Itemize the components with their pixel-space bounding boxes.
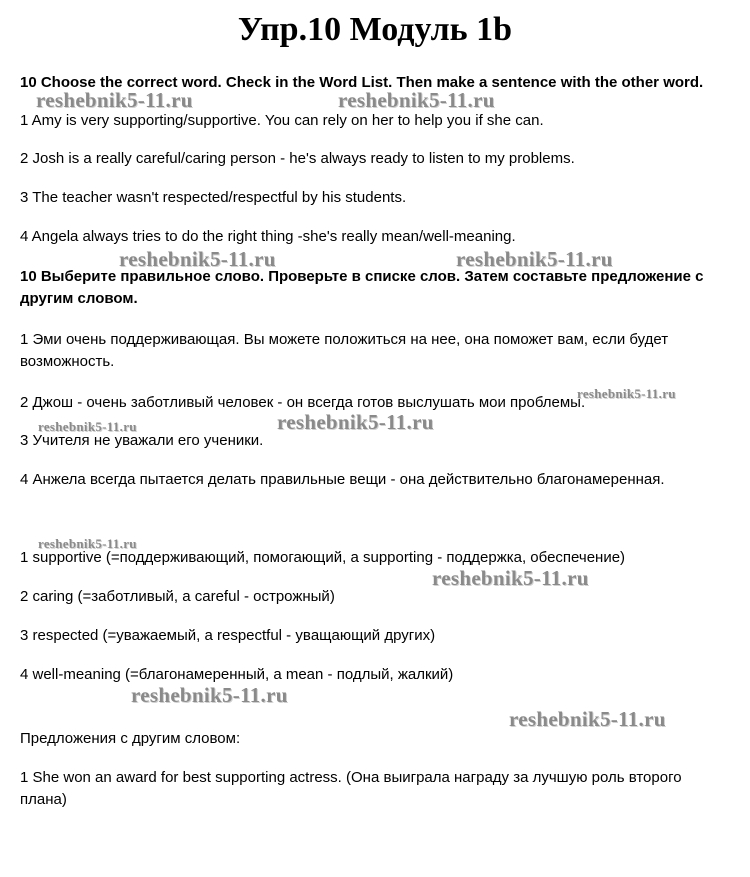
answer-1: 1 supportive (=поддерживающий, помогающий, a supporting - поддержка, обеспечение): [20, 549, 626, 566]
watermark: reshebnik5-11.ru: [456, 247, 613, 271]
watermark: reshebnik5-11.ru: [131, 683, 288, 707]
russian-item-3: 3 Учителя не уважали его ученики.: [20, 432, 264, 449]
english-task-heading: 10 Choose the correct word. Check in the Word List. Then make a sentence with the other word.: [20, 74, 704, 91]
russian-item-4: 4 Анжела всегда пытается делать правильные вещи - она действительно благонамеренная.: [20, 471, 665, 488]
watermark: reshebnik5-11.ru: [432, 566, 589, 590]
sentence-1: 1 She won an award for best supporting actress. (Она выиграла награду за лучшую роль второго плана): [20, 769, 682, 808]
english-item-2: 2 Josh is a really careful/caring person - he's always ready to listen to my problems.: [20, 150, 575, 167]
watermark: reshebnik5-11.ru: [509, 707, 666, 731]
english-item-3: 3 The teacher wasn't respected/respectful by his students.: [20, 189, 407, 206]
english-item-4: 4 Angela always tries to do the right thing -she's really mean/well-meaning.: [20, 228, 516, 245]
sentences-heading: Предложения с другим словом:: [20, 730, 241, 747]
answer-2: 2 caring (=заботливый, a careful - острожный): [20, 588, 335, 605]
russian-item-1: 1 Эми очень поддерживающая. Вы можете положиться на нее, она поможет вам, если будет возможность.: [20, 331, 669, 370]
watermark: reshebnik5-11.ru: [38, 419, 137, 434]
watermark: reshebnik5-11.ru: [36, 88, 193, 112]
watermark: reshebnik5-11.ru: [119, 247, 276, 271]
page-title: Упр.10 Модуль 1b: [237, 11, 513, 48]
watermark: reshebnik5-11.ru: [277, 410, 434, 434]
russian-item-2: 2 Джош - очень заботливый человек - он всегда готов выслушать мои проблемы.: [20, 394, 586, 411]
answer-3: 3 respected (=уважаемый, a respectful - увaщающий других): [20, 627, 436, 644]
russian-task-heading: 10 Выберите правильное слово. Проверьте в списке слов. Затем составьте предложение с другим словом.: [20, 268, 704, 307]
watermark: reshebnik5-11.ru: [338, 88, 495, 112]
answer-4: 4 well-meaning (=благонамеренный, a mean - подлый, жалкий): [20, 666, 454, 683]
watermark: reshebnik5-11.ru: [38, 536, 137, 551]
english-item-1: 1 Amy is very supporting/supportive. You can rely on her to help you if she can.: [20, 112, 544, 129]
watermark: reshebnik5-11.ru: [577, 386, 676, 401]
